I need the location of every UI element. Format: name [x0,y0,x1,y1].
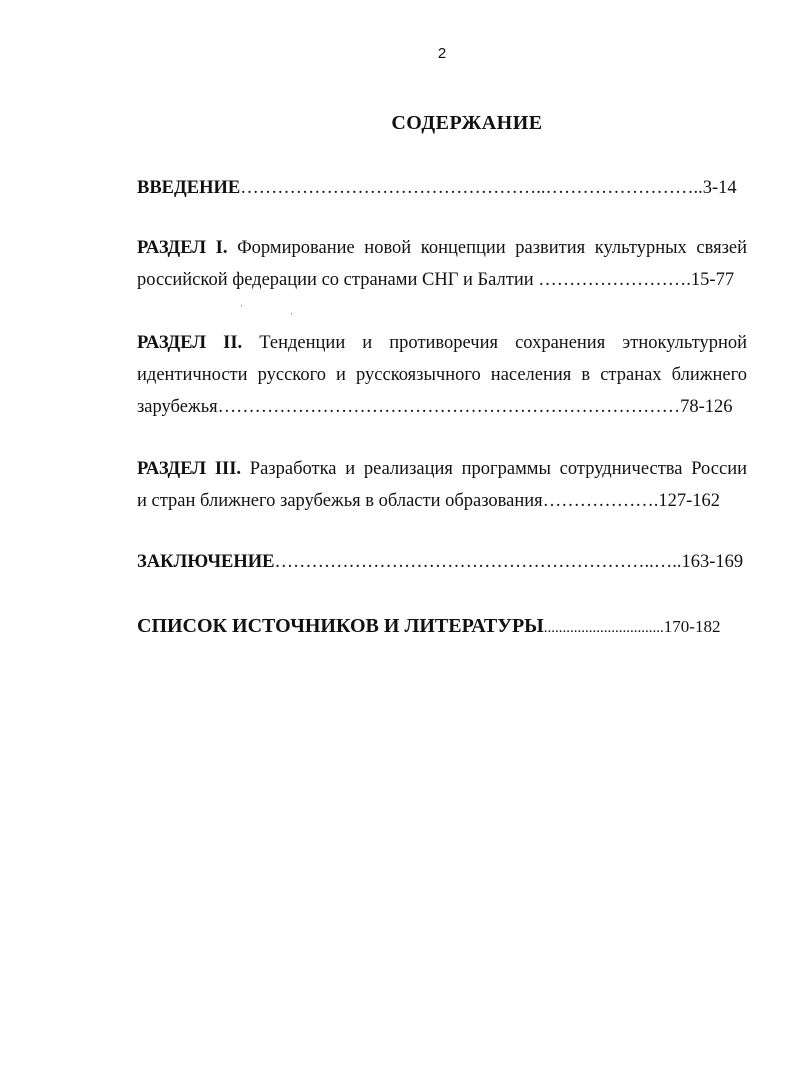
toc-intro-head: ВВЕДЕНИЕ [137,178,241,198]
toc-section1-line2: российской федерации со странами СНГ и Балтии [137,270,539,290]
stray-mark-1: ˈ [240,304,244,315]
toc-conclusion-head: ЗАКЛЮЧЕНИЕ [137,552,275,572]
toc-intro-dots: …………………………………………..…………………….. [240,178,703,198]
toc-section1-head: РАЗДЕЛ I. [137,238,228,258]
toc-section2-line2: идентичности русского и русскоязычного населения в странах ближнего [137,365,747,385]
toc-intro-pages: 3-14 [702,178,737,198]
page-title: СОДЕРЖАНИЕ [391,112,543,134]
toc-conclusion-dots: ……………………………………………………..….. [274,552,682,572]
toc-section2-pages: 78-126 [680,397,733,417]
toc-entry-conclusion [137,546,747,578]
toc-sources-head: СПИСОК ИСТОЧНИКОВ И ЛИТЕРАТУРЫ [137,615,544,637]
toc-section2-head: РАЗДЕЛ II. [137,333,243,353]
toc-entry-section-3 [137,453,747,517]
toc-section3-pages: 127-162 [658,491,720,511]
toc-sources-dots: ................................ [543,620,664,636]
toc-conclusion-pages: 163-169 [681,552,744,572]
stray-mark-2: ˌ [290,304,294,315]
toc-section1-line1: Формирование новой концепции развития культурных связей [237,238,747,258]
page-number: 2 [437,45,447,62]
toc-entry-sources [137,610,747,644]
toc-section3-head: РАЗДЕЛ III. [137,459,242,479]
toc-entry-intro [137,172,747,204]
toc-sources-pages: 170-182 [663,617,721,636]
toc-section2-line1: Тенденции и противоречия сохранения этнокультурной [259,333,747,353]
toc-section1-dots: ……………………. [538,270,691,290]
toc-section3-line1: Разработка и реализация программы сотрудничества России [249,459,747,479]
toc-entry-section-1 [137,232,747,296]
toc-section3-line2: и стран ближнего зарубежья в области образования [137,491,543,511]
toc-entry-section-2 [137,327,747,423]
toc-section1-pages: 15-77 [690,270,735,290]
toc-section2-dots: ………………………………………………………………… [217,397,681,417]
toc-section2-line3: зарубежья [137,397,218,417]
toc-section3-dots: ………………. [542,491,659,511]
